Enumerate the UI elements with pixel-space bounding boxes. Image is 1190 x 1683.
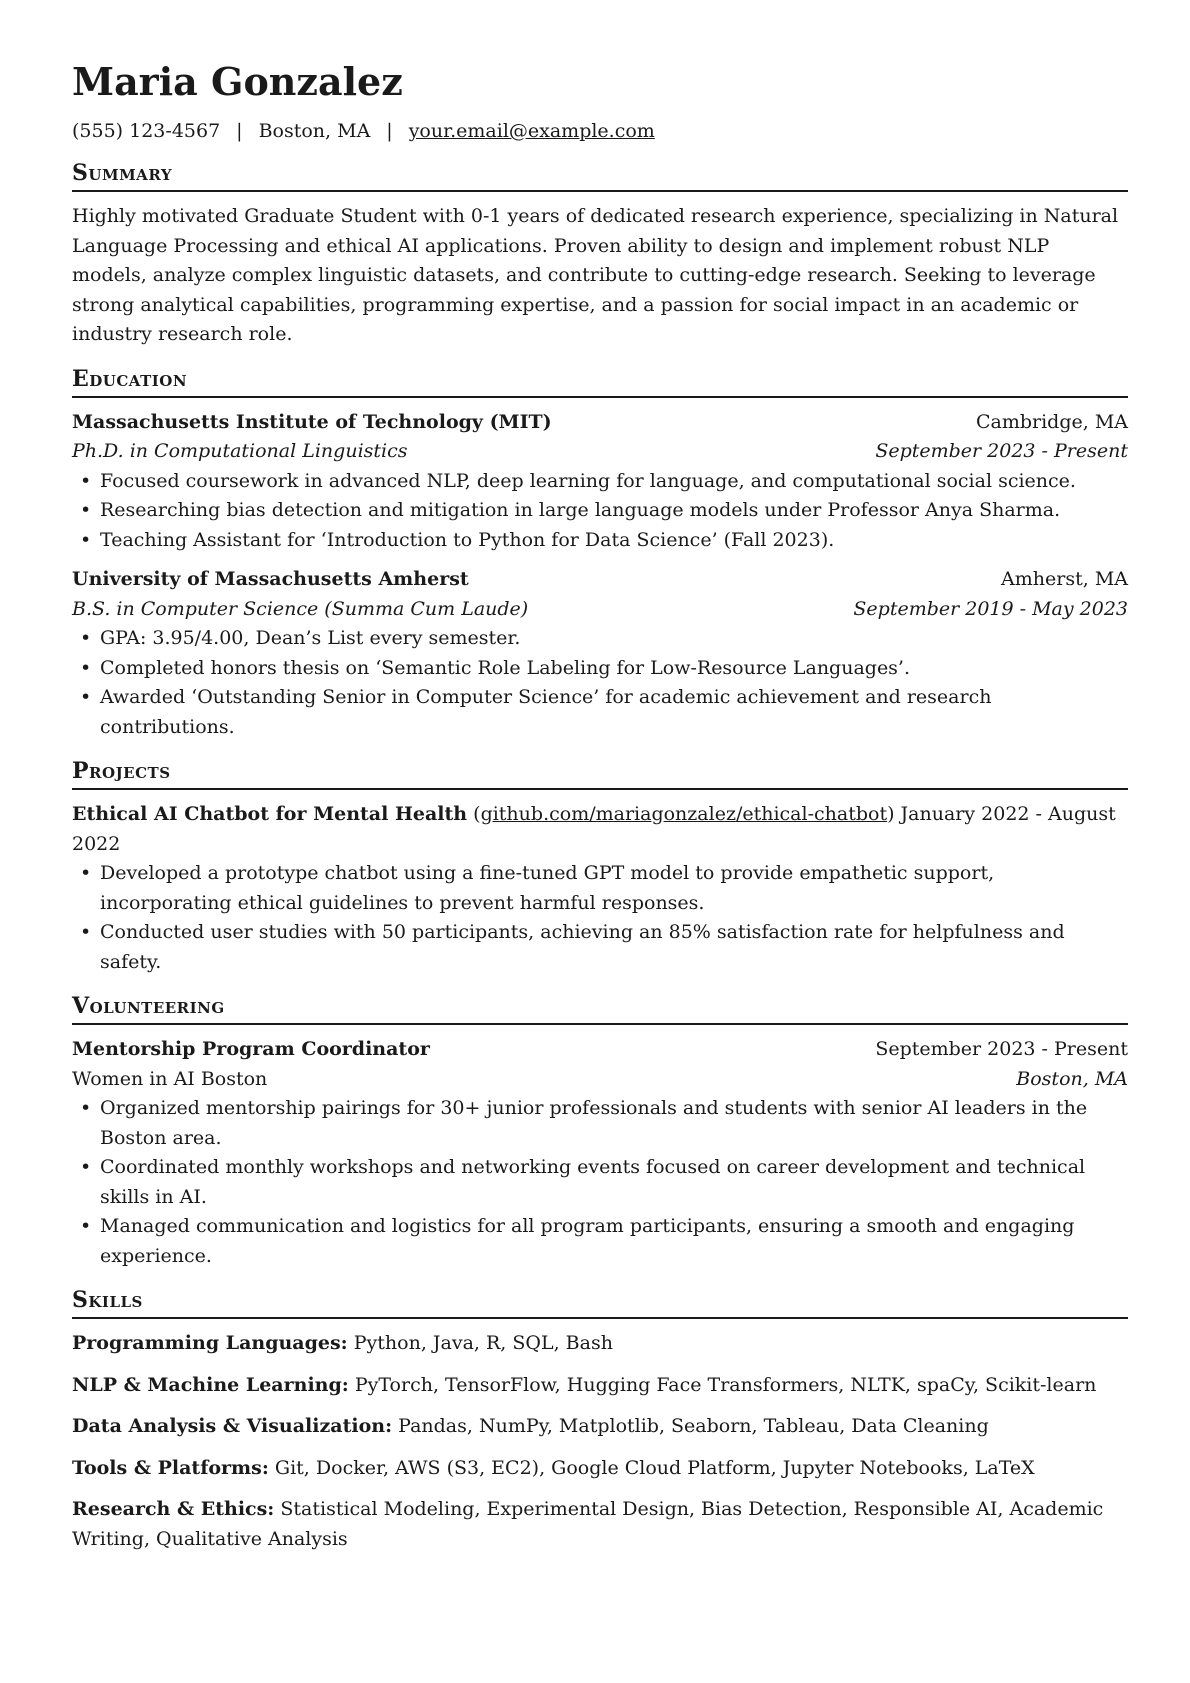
skill-line	[72, 1454, 1128, 1484]
bullet-list	[72, 467, 1128, 556]
institution-location: Amherst, MA	[1001, 568, 1128, 590]
skill-line	[72, 1371, 1128, 1401]
skill-value: Git, Docker, AWS (S3, EC2), Google Cloud Platform, Jupyter Notebooks, LaTeX	[274, 1456, 1035, 1479]
bullet-list	[72, 624, 1128, 742]
bullet-item: • Coordinated monthly workshops and networking events focused on career development and technical skills in AI.	[72, 1153, 1128, 1212]
skill-value: Pandas, NumPy, Matplotlib, Seaborn, Tableau, Data Cleaning	[398, 1415, 989, 1437]
volunteering-section	[72, 991, 1128, 1271]
date-range: January 2022 - August 2022	[72, 803, 1116, 855]
section-title-volunteering: Volunteering	[72, 991, 1128, 1025]
section-title-summary: Summary	[72, 158, 1128, 192]
skills-section	[72, 1285, 1128, 1554]
project-name: Ethical AI Chatbot for Mental Health	[72, 803, 468, 825]
date-range: September 2023 - Present	[875, 440, 1128, 462]
bullet-item: • Organized mentorship pairings for 30+ junior professionals and students with senior AI leaders in the Boston area.	[72, 1094, 1128, 1153]
organization-name: Women in AI Boston	[72, 1067, 268, 1090]
skill-line	[72, 1412, 1128, 1442]
bullet-list	[72, 859, 1128, 977]
summary-section	[72, 158, 1128, 350]
skill-label: Data Analysis & Visualization:	[72, 1415, 393, 1437]
skill-line	[72, 1495, 1128, 1554]
education-section	[72, 364, 1128, 743]
project-link[interactable]: github.com/mariagonzalez/ethical-chatbot	[480, 803, 888, 825]
skill-label: Research & Ethics:	[72, 1498, 275, 1520]
skill-value: Statistical Modeling, Experimental Design, Bias Detection, Responsible AI, Academic Writing, Qualitative Analysis	[72, 1498, 1104, 1550]
contact-separator: |	[386, 120, 393, 142]
bullet-item: • Managed communication and logistics for all program participants, ensuring a smooth and engaging experience.	[72, 1212, 1128, 1271]
skill-label: NLP & Machine Learning:	[72, 1373, 349, 1396]
bullet-item: • Developed a prototype chatbot using a fine-tuned GPT model to provide empathetic support, incorporating ethical guidelines to prevent harmful responses.	[72, 859, 1128, 918]
phone-number: (555) 123-4567	[72, 120, 221, 142]
bullet-item: • Teaching Assistant for ‘Introduction to Python for Data Science’ (Fall 2023).	[72, 526, 1128, 556]
bullet-item: • Awarded ‘Outstanding Senior in Computer Science’ for academic achievement and research contributions.	[72, 683, 1128, 742]
contact-line	[72, 118, 1128, 144]
email-link[interactable]: your.email@example.com	[408, 120, 655, 142]
skill-line	[72, 1329, 1128, 1359]
bullet-item: • Researching bias detection and mitigation in large language models under Professor Anya Sharma.	[72, 496, 1128, 526]
education-entry	[72, 408, 1128, 556]
contact-separator: |	[236, 120, 243, 142]
skill-label: Programming Languages:	[72, 1332, 348, 1354]
projects-section	[72, 756, 1128, 977]
bullet-item: • Conducted user studies with 50 participants, achieving an 85% satisfaction rate for helpfulness and safety.	[72, 918, 1128, 977]
skill-value: PyTorch, TensorFlow, Hugging Face Transformers, NLTK, spaCy, Scikit-learn	[354, 1373, 1097, 1396]
date-range: September 2019 - May 2023	[853, 597, 1128, 620]
institution-location: Cambridge, MA	[975, 410, 1128, 433]
institution-name: University of Massachusetts Amherst	[72, 568, 469, 590]
bullet-item: • Completed honors thesis on ‘Semantic Role Labeling for Low-Resource Languages’.	[72, 654, 1128, 684]
volunteering-entry	[72, 1035, 1128, 1271]
candidate-name: Maria Gonzalez	[72, 59, 403, 104]
summary-text: Highly motivated Graduate Student with 0-1 years of dedicated research experience, specializing in Natural Language Processing and ethical AI applications. Proven ability to design and implement robust NLP models, analyze complex linguistic datasets, and contribute to cutting-edge research. Seeking to leverage strong analytical capabilities, programming expertise, and a passion for social impact in an academic or industry research role.	[72, 205, 1119, 345]
degree: Ph.D. in Computational Linguistics	[72, 440, 408, 462]
organization-location: Boston, MA	[1016, 1067, 1128, 1090]
project-heading: Ethical AI Chatbot for Mental Health (github.com/mariagonzalez/ethical-chatbot) January 2022 - August 2022	[72, 803, 1116, 855]
institution-name: Massachusetts Institute of Technology (MIT)	[72, 410, 552, 433]
section-title-education: Education	[72, 364, 1128, 398]
date-range: September 2023 - Present	[875, 1038, 1128, 1060]
degree: B.S. in Computer Science (Summa Cum Laude)	[72, 597, 529, 620]
bullet-item: • GPA: 3.95/4.00, Dean’s List every semester.	[72, 624, 1128, 654]
section-title-skills: Skills	[72, 1285, 1128, 1319]
location: Boston, MA	[258, 120, 371, 142]
skill-value: Python, Java, R, SQL, Bash	[353, 1332, 613, 1354]
section-title-projects: Projects	[72, 756, 1128, 790]
bullet-item: • Focused coursework in advanced NLP, deep learning for language, and computational social science.	[72, 467, 1128, 497]
project-entry	[72, 800, 1128, 977]
skill-label: Tools & Platforms:	[72, 1456, 269, 1479]
bullet-list	[72, 1094, 1128, 1271]
role-title: Mentorship Program Coordinator	[72, 1038, 430, 1060]
education-entry	[72, 565, 1128, 742]
